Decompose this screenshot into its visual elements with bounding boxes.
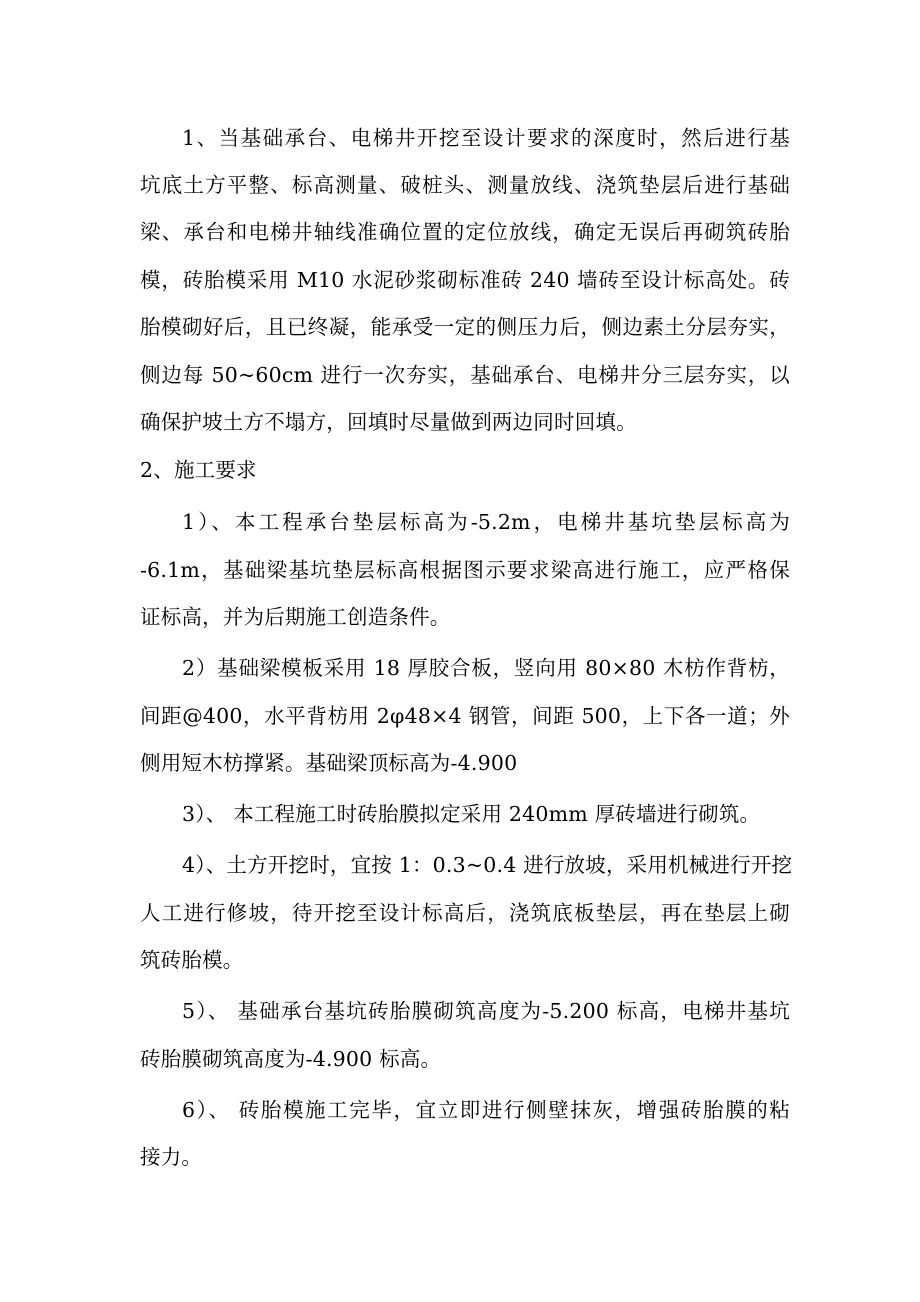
item-6-line-1: 6）、 砖胎模施工完毕，宜立即进行侧壁抹灰，增强砖胎膜的粘 [182, 1098, 790, 1122]
section-heading: 2、施工要求 [140, 458, 257, 482]
item-6-line-2: 接力。 [140, 1145, 203, 1169]
item-2-line-1: 2）基础梁模板采用 18 厚胶合板，竖向用 80×80 木枋作背枋， [182, 656, 790, 680]
item-1-line-3: 证标高，并为后期施工创造条件。 [140, 605, 451, 629]
item-4-line-2: 人工进行修坡，待开挖至设计标高后，浇筑底板垫层，再在垫层上砌 [140, 901, 790, 925]
paragraph-1-line-1: 1、当基础承台、电梯井开挖至设计要求的深度时，然后进行基 [182, 126, 790, 150]
paragraph-1-line-5: 胎模砌好后，且已终凝，能承受一定的侧压力后，侧边素土分层夯实， [140, 315, 790, 339]
item-5-line-1: 5）、 基础承台基坑砖胎膜砌筑高度为-5.200 标高，电梯井基坑 [182, 999, 790, 1023]
item-5-line-2: 砖胎膜砌筑高度为-4.900 标高。 [140, 1047, 442, 1071]
paragraph-1-line-3: 梁、承台和电梯井轴线准确位置的定位放线，确定无误后再砌筑砖胎 [140, 220, 790, 244]
paragraph-1-line-6: 侧边每 50~60cm 进行一次夯实，基础承台、电梯井分三层夯实，以 [140, 363, 790, 387]
item-3-line-1: 3）、 本工程施工时砖胎膜拟定采用 240mm 厚砖墙进行砌筑。 [182, 802, 761, 826]
item-2-line-3: 侧用短木枋撑紧。基础梁顶标高为-4.900 [140, 751, 518, 775]
item-1-line-1: 1）、本工程承台垫层标高为-5.2m，电梯井基坑垫层标高为 [182, 510, 790, 534]
paragraph-1-line-4: 模，砖胎模采用 M10 水泥砂浆砌标准砖 240 墙砖至设计标高处。砖 [140, 268, 790, 292]
item-1-line-2: -6.1m，基础梁基坑垫层标高根据图示要求梁高进行施工，应严格保 [140, 558, 790, 582]
paragraph-1-line-2: 坑底土方平整、标高测量、破桩头、测量放线、浇筑垫层后进行基础 [140, 173, 790, 197]
item-4-line-1: 4）、土方开挖时，宜按 1：0.3~0.4 进行放坡，采用机械进行开挖 [182, 853, 793, 877]
paragraph-1-line-7: 确保护坡土方不塌方，回填时尽量做到两边同时回填。 [140, 410, 637, 434]
item-2-line-2: 间距@400，水平背枋用 2φ48×4 钢管，间距 500，上下各一道；外 [140, 704, 790, 728]
item-4-line-3: 筑砖胎模。 [140, 948, 244, 972]
